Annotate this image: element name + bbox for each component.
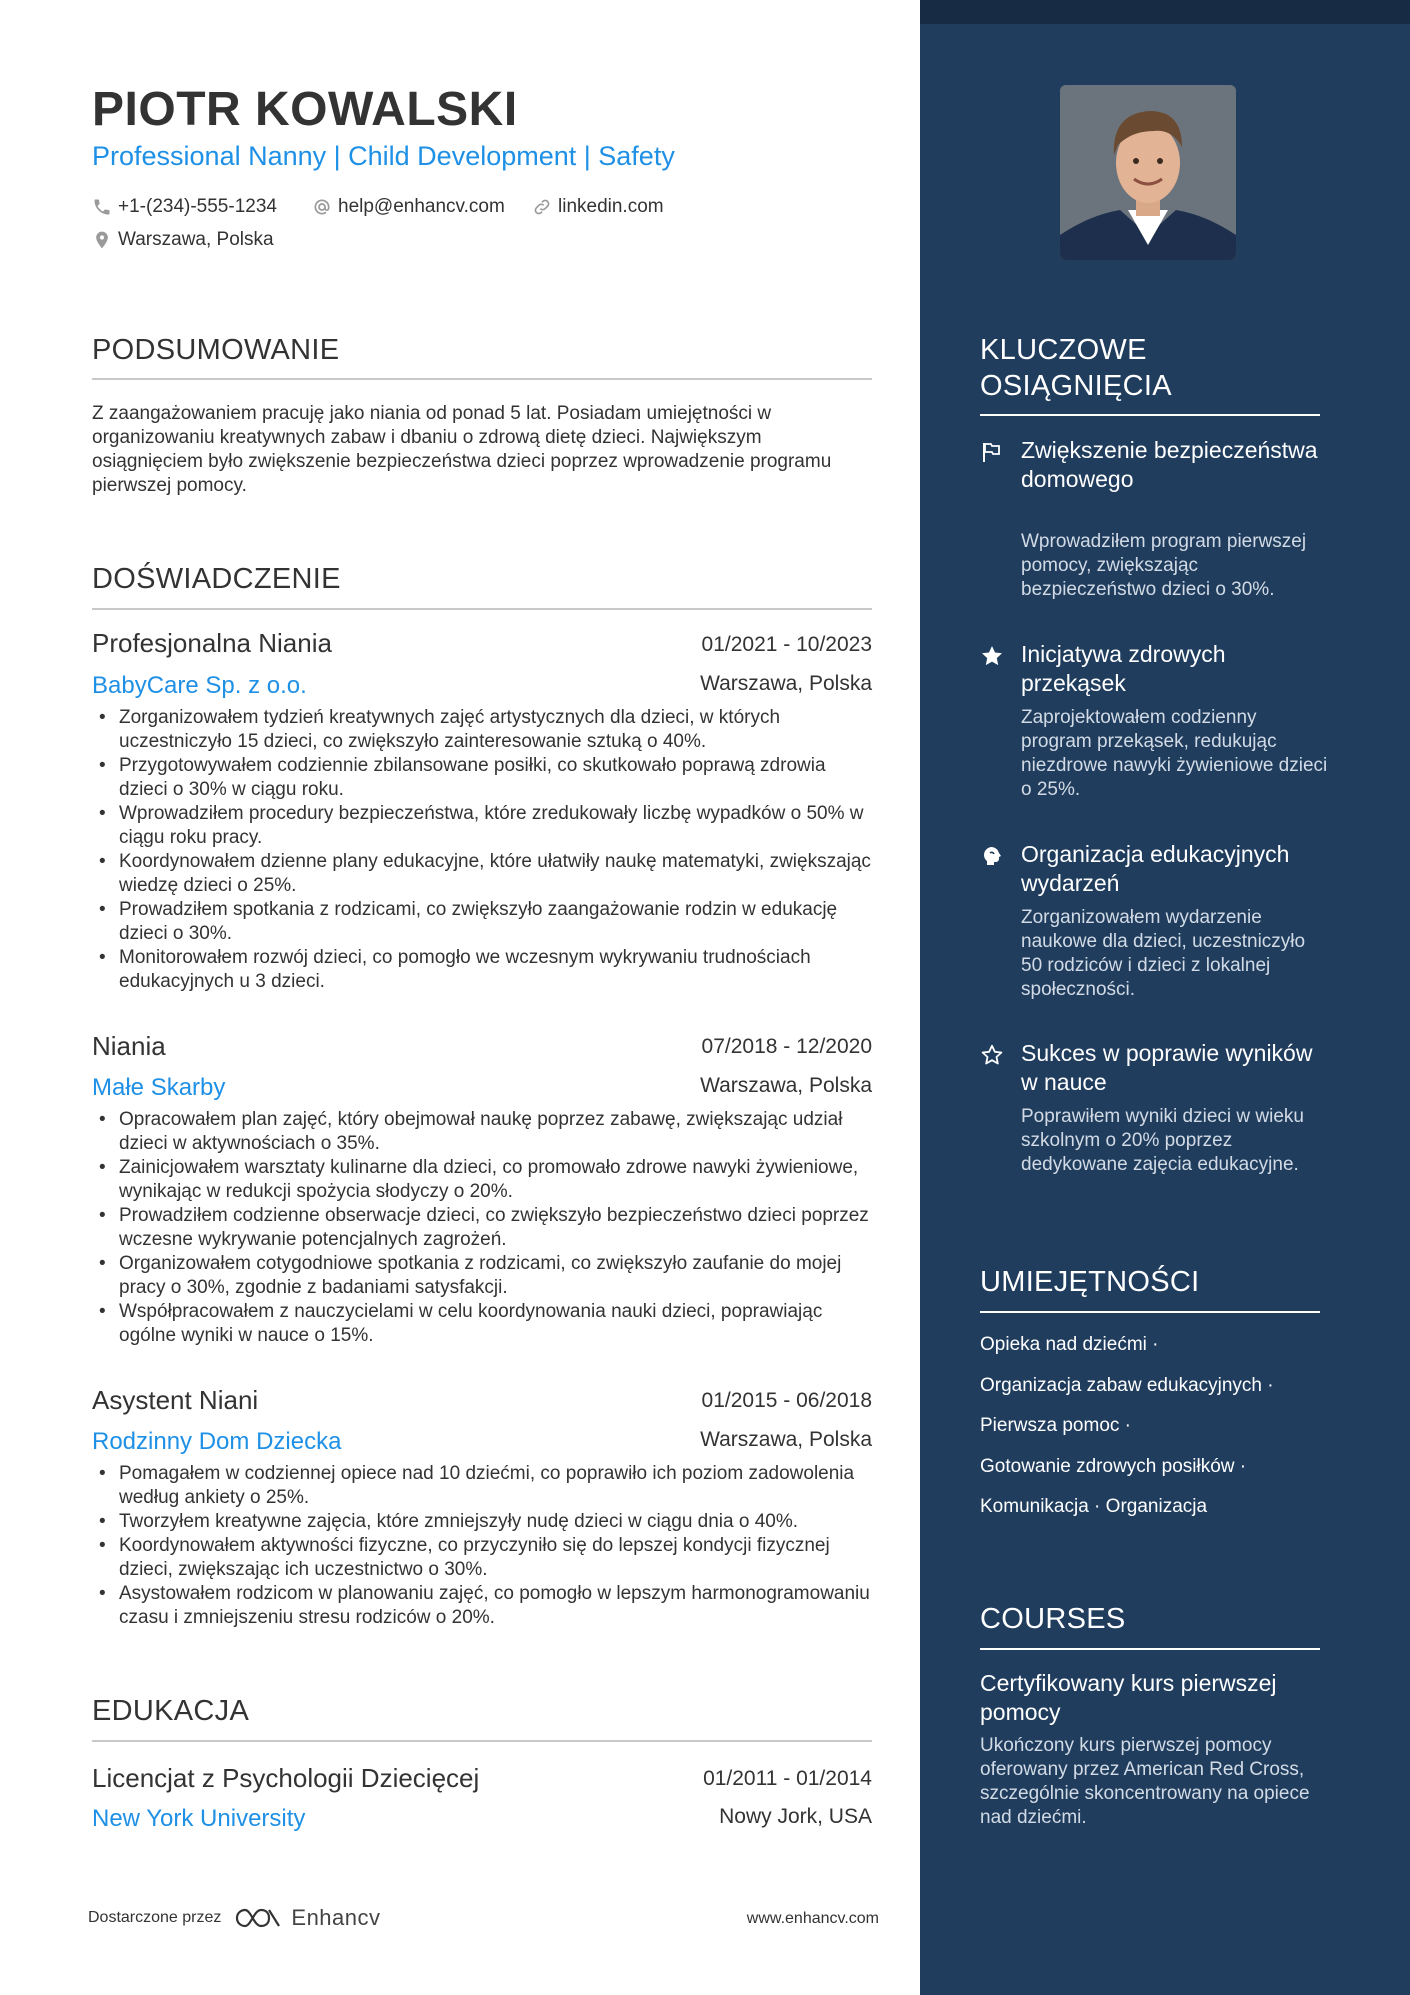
job-title: Asystent Niani [92,1385,259,1415]
flag-icon [980,440,1004,464]
bullet-item: • Monitorowałem rozwój dzieci, co pomogło we wczesnym wykrywaniu trudnościach edukacyjnych u 3 dzieci. [92,946,872,994]
profile-photo [1060,85,1236,260]
contact-linkedin[interactable] [532,196,664,218]
linkedin-text: linkedin.com [558,196,664,217]
bullet-item: • Zorganizowałem tydzień kreatywnych zajęć artystycznych dla dzieci, w których uczestniczyło 15 dzieci, co zwiększyło zainteresowanie sztuką o 40%. [92,706,872,754]
candidate-name: PIOTR KOWALSKI [92,83,518,136]
skill-item: Gotowanie zdrowych posiłków · [980,1456,1247,1477]
sidebar-top-bar [920,0,1410,24]
achievement-description: Zaprojektowałem codzienny program przekąsek, redukując niezdrowe nawyki żywieniowe dzieci o 25%. [1021,707,1328,800]
education-divider [92,1740,872,1742]
job-location: Warszawa, Polska [700,1428,872,1451]
achievement-title: Sukces w poprawie wyników w nauce [1021,1040,1313,1095]
skills-title: UMIEJĘTNOŚCI [980,1266,1200,1298]
course-title: Certyfikowany kurs pierwszej pomocy [980,1670,1277,1725]
contact-location [92,229,274,251]
location-pin-icon [92,230,112,250]
footer-website[interactable]: www.enhancv.com [746,1910,879,1927]
bullet-item: • Opracowałem plan zajęć, który obejmował naukę poprzez zabawę, zwiększając udział dzieci w aktywnościach o 35%. [92,1108,872,1156]
summary-text: Z zaangażowaniem pracuję jako niania od ponad 5 lat. Posiadam umiejętności w organizowaniu kreatywnych zabaw i dbaniu o zdrową dietę dzieci. Największym osiągnięciem było zwiększenie bezpieczeństwa dzieci poprzez wprowadzenie programu pierwszej pomocy. [92,403,832,496]
skill-item: Organizacja zabaw edukacyjnych · [980,1375,1274,1396]
star-outline-icon [980,1043,1004,1067]
education-degree: Licencjat z Psychologii Dziecięcej [92,1763,480,1793]
contact-phone[interactable] [92,196,277,218]
achievement-description: Wprowadziłem program pierwszej pomocy, zwiększając bezpieczeństwo dzieci o 30%. [1021,531,1307,600]
job-title: Profesjonalna Niania [92,628,332,658]
education-school[interactable]: New York University [92,1805,306,1832]
bullet-item: • Prowadziłem spotkania z rodzicami, co zwiększyło zaangażowanie rodzin w edukację dzieci o 30%. [92,898,872,946]
achievements-title: KLUCZOWE OSIĄGNIĘCIA [980,334,1172,402]
job-location: Warszawa, Polska [700,672,872,695]
bullet-item: • Przygotowywałem codziennie zbilansowane posiłki, co skutkowało poprawą zdrowia dzieci o 30% w ciągu roku. [92,754,872,802]
achievement-description: Zorganizowałem wydarzenie naukowe dla dzieci, uczestniczyło 50 rodziców i dzieci z lokalnej społeczności. [1021,907,1306,1000]
bullet-item: • Organizowałem cotygodniowe spotkania z rodzicami, co zwiększyło zaufanie do mojej pracy o 30%, zgodnie z badaniami satysfakcji. [92,1252,872,1300]
achievement-title: Zwiększenie bezpieczeństwa domowego [1021,437,1318,492]
job-location: Warszawa, Polska [700,1074,872,1097]
achievement-title: Organizacja edukacyjnych wydarzeń [1021,841,1290,896]
sidebar [920,0,1410,1995]
job-bullets [92,1462,872,1630]
contact-email[interactable] [312,196,505,218]
bullet-item: • Zainicjowałem warsztaty kulinarne dla dzieci, co promowało zdrowe nawyki żywieniowe, wynikając w redukcji spożycia słodyczy o 20%. [92,1156,872,1204]
brand-name: Enhancv [291,1905,381,1930]
phone-icon [92,197,112,217]
summary-divider [92,378,872,380]
star-filled-icon [980,644,1004,668]
brain-icon [980,844,1004,868]
bullet-item: • Pomagałem w codziennej opiece nad 10 dziećmi, co poprawiło ich poziom zadowolenia według ankiety o 25%. [92,1462,872,1510]
courses-title: COURSES [980,1603,1126,1635]
summary-title: PODSUMOWANIE [92,334,340,366]
at-icon [312,197,332,217]
job-company[interactable]: BabyCare Sp. z o.o. [92,672,307,699]
bullet-item: • Współpracowałem z nauczycielami w celu koordynowania nauki dzieci, poprawiając ogólne wyniki w nauce o 15%. [92,1300,872,1348]
job-bullets [92,1108,872,1348]
footer-branding [88,1905,381,1931]
enhancv-logo-icon [233,1905,283,1931]
achievement-title: Inicjatywa zdrowych przekąsek [1021,641,1226,696]
location-text: Warszawa, Polska [118,229,274,250]
education-location: Nowy Jork, USA [719,1805,872,1828]
powered-by-text: Dostarczone przez [88,1909,222,1926]
job-dates: 01/2015 - 06/2018 [701,1389,872,1412]
job-bullets [92,706,872,994]
course-description: Ukończony kurs pierwszej pomocy oferowany przez American Red Cross, szczególnie skoncentrowany na opiece nad dziećmi. [980,1735,1310,1828]
link-icon [532,197,552,217]
job-dates: 07/2018 - 12/2020 [701,1035,872,1058]
skills-divider [980,1311,1320,1313]
experience-divider [92,608,872,610]
courses-divider [980,1648,1320,1650]
job-dates: 01/2021 - 10/2023 [701,633,872,656]
experience-title: DOŚWIADCZENIE [92,563,341,595]
skill-item: Pierwsza pomoc · [980,1415,1131,1436]
job-title: Niania [92,1031,166,1061]
skill-item: Komunikacja · Organizacja [980,1496,1208,1517]
bullet-item: • Wprowadziłem procedury bezpieczeństwa, które zredukowały liczbę wypadków o 50% w ciągu roku pracy. [92,802,872,850]
bullet-item: • Prowadziłem codzienne obserwacje dzieci, co zwiększyło bezpieczeństwo dzieci poprzez wczesne wykrywanie potencjalnych zagrożeń. [92,1204,872,1252]
achievements-divider [980,414,1320,416]
job-company[interactable]: Rodzinny Dom Dziecka [92,1428,342,1455]
avatar [1060,85,1236,260]
bullet-item: • Koordynowałem dzienne plany edukacyjne, które ułatwiły naukę matematyki, zwiększając wiedzę dzieci o 25%. [92,850,872,898]
achievement-description: Poprawiłem wyniki dzieci w wieku szkolnym o 20% poprzez dedykowane zajęcia edukacyjne. [1021,1106,1304,1175]
bullet-item: • Asystowałem rodzicom w planowaniu zajęć, co pomogło w lepszym harmonogramowaniu czasu i zmniejszeniu stresu rodziców o 20%. [92,1582,872,1630]
bullet-item: • Tworzyłem kreatywne zajęcia, które zmniejszyły nudę dzieci w ciągu dnia o 40%. [92,1510,872,1534]
education-title: EDUKACJA [92,1695,250,1727]
skill-item: Opieka nad dziećmi · [980,1334,1159,1355]
headline: Professional Nanny | Child Development | Safety [92,141,675,171]
phone-text: +1-(234)-555-1234 [118,196,277,217]
email-text: help@enhancv.com [338,196,505,217]
education-dates: 01/2011 - 01/2014 [703,1767,872,1790]
job-company[interactable]: Małe Skarby [92,1074,226,1101]
bullet-item: • Koordynowałem aktywności fizyczne, co przyczyniło się do lepszej kondycji fizycznej dzieci, zwiększając ich uczestnictwo o 30%. [92,1534,872,1582]
